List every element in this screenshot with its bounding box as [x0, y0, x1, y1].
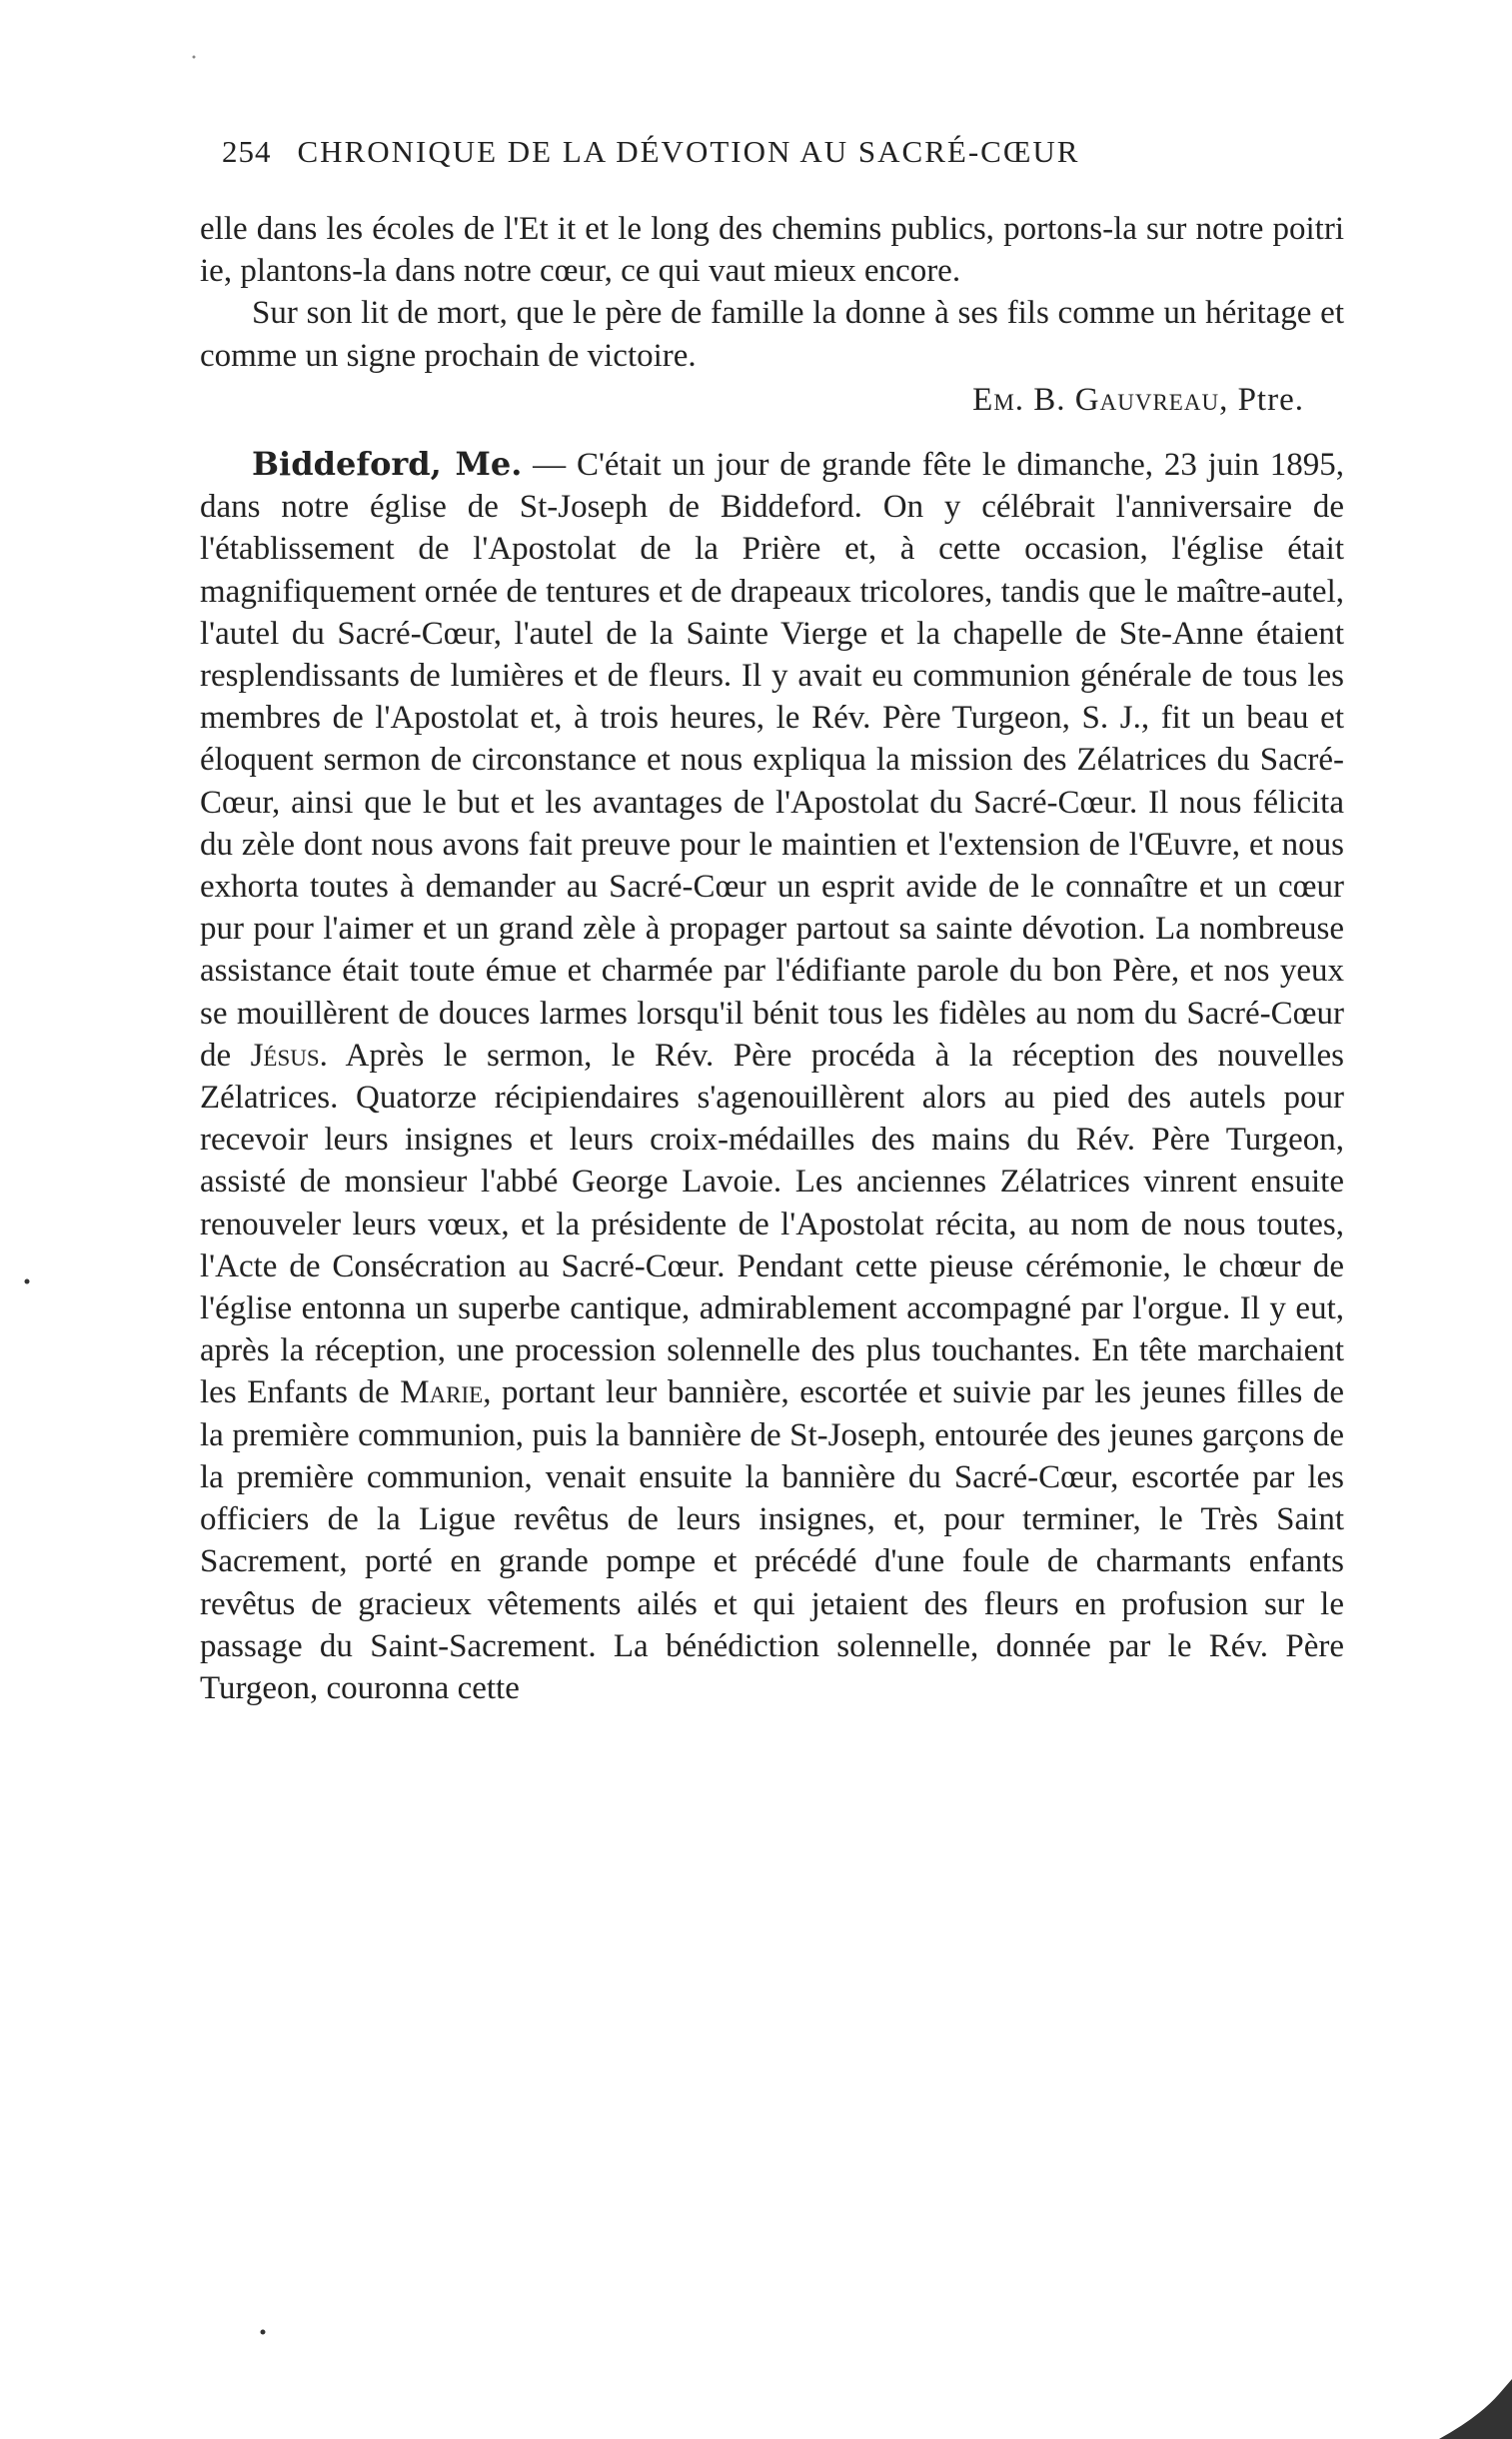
dateline: Biddeford, Me.	[252, 445, 523, 484]
running-head-title: CHRONIQUE DE LA DÉVOTION AU SACRÉ-CŒUR	[297, 134, 1080, 169]
report-text-part2: . Après le sermon, le Rév. Père procéda à la réception des nouvelles Zélatrices. Quatorze récipiendaires s'agenouillèrent alors au pied des autels pour recevoir leurs insignes et leurs croix-médailles des mains du Rév. Père Turgeon, assisté de monsieur l'abbé George Lavoie. Les anciennes Zélatrices vinrent ensuite renouveler leurs vœux, et la présidente de l'Apostolat récita, au nom de nous toutes, l'Acte de Consécration au Sacré-Cœur. Pendant cette pieuse cérémonie, le chœur de l'église entonna un superbe cantique, admirablement accompagné par l'orgue. Il y eut, après la réception, une procession solennelle des plus touchantes. En tête marchaient les Enfants de	[200, 1037, 1344, 1411]
signature-initials: Em. B.	[972, 381, 1066, 418]
signature-surname: Gauvreau	[1074, 381, 1220, 418]
paragraph-biddeford	[200, 443, 1344, 1709]
page-number: 254	[222, 134, 272, 169]
paragraph-continued: elle dans les écoles de l'Et it et le long des chemins publics, portons-la sur notre poitri ie, plantons-la dans notre cœur, ce qui vaut mieux encore.	[200, 211, 1344, 290]
scan-edge-mark	[1439, 2379, 1512, 2439]
signature-title: , Ptre.	[1219, 381, 1304, 418]
name-marie: Marie	[400, 1374, 484, 1411]
scan-speck	[193, 56, 196, 59]
author-signature	[200, 379, 1344, 421]
running-head	[222, 134, 1341, 170]
paragraph-deathbed: Sur son lit de mort, que le père de famille la donne à ses fils comme un héritage et comme un signe prochain de victoire.	[200, 295, 1344, 374]
report-text-part1: — C'était un jour de grande fête le dimanche, 23 juin 1895, dans notre église de St-Joseph de Biddeford. On y célébrait l'anniversaire de l'établissement de l'Apostolat de la Prière et, à cette occasion, l'église était magnifiquement ornée de tentures et de drapeaux tricolores, tandis que le maître-autel, l'autel du Sacré-Cœur, l'autel de la Sainte Vierge et la chapelle de Ste-Anne étaient resplendissants de lumières et de fleurs. Il y avait eu communion générale de tous les membres de l'Apostolat et, à trois heures, le Rév. Père Turgeon, S. J., fit un beau et éloquent sermon de circonstance et nous expliqua la mission des Zélatrices du Sacré-Cœur, ainsi que le but et les avantages de l'Apostolat du Sacré-Cœur. Il nous félicita du zèle dont nous avons fait preuve pour le maintien et l'extension de l'Œuvre, et nous exhorta toutes à demander au Sacré-Cœur un esprit avide de le connaître et un cœur pur pour l'aimer et un grand zèle à propager partout sa sainte dévotion. La nombreuse assistance était toute émue et charmée par l'édifiante parole du bon Père, et nos yeux se mouillèrent de douces larmes lorsqu'il bénit tous les fidèles au nom du Sacré-Cœur de	[200, 447, 1344, 1074]
scan-speck	[25, 1279, 30, 1284]
name-jesus: Jésus	[250, 1037, 320, 1074]
body-text	[200, 208, 1344, 1709]
report-text-part3: , portant leur bannière, escortée et suivie par les jeunes filles de la première communion, puis la bannière de St-Joseph, entourée des jeunes garçons de la première communion, venait ensuite la bannière du Sacré-Cœur, escortée par les officiers de la Ligue revêtus de leurs insignes, et, pour terminer, le Très Saint Sacrement, porté en grande pompe et précédé d'une foule de charmants enfants revêtus de gracieux vêtements ailés et qui jetaient des fleurs en profusion sur le passage du Saint-Sacrement. La bénédiction solennelle, donnée par le Rév. Père Turgeon, couronna cette	[200, 1374, 1345, 1706]
scan-speck	[261, 2330, 266, 2335]
